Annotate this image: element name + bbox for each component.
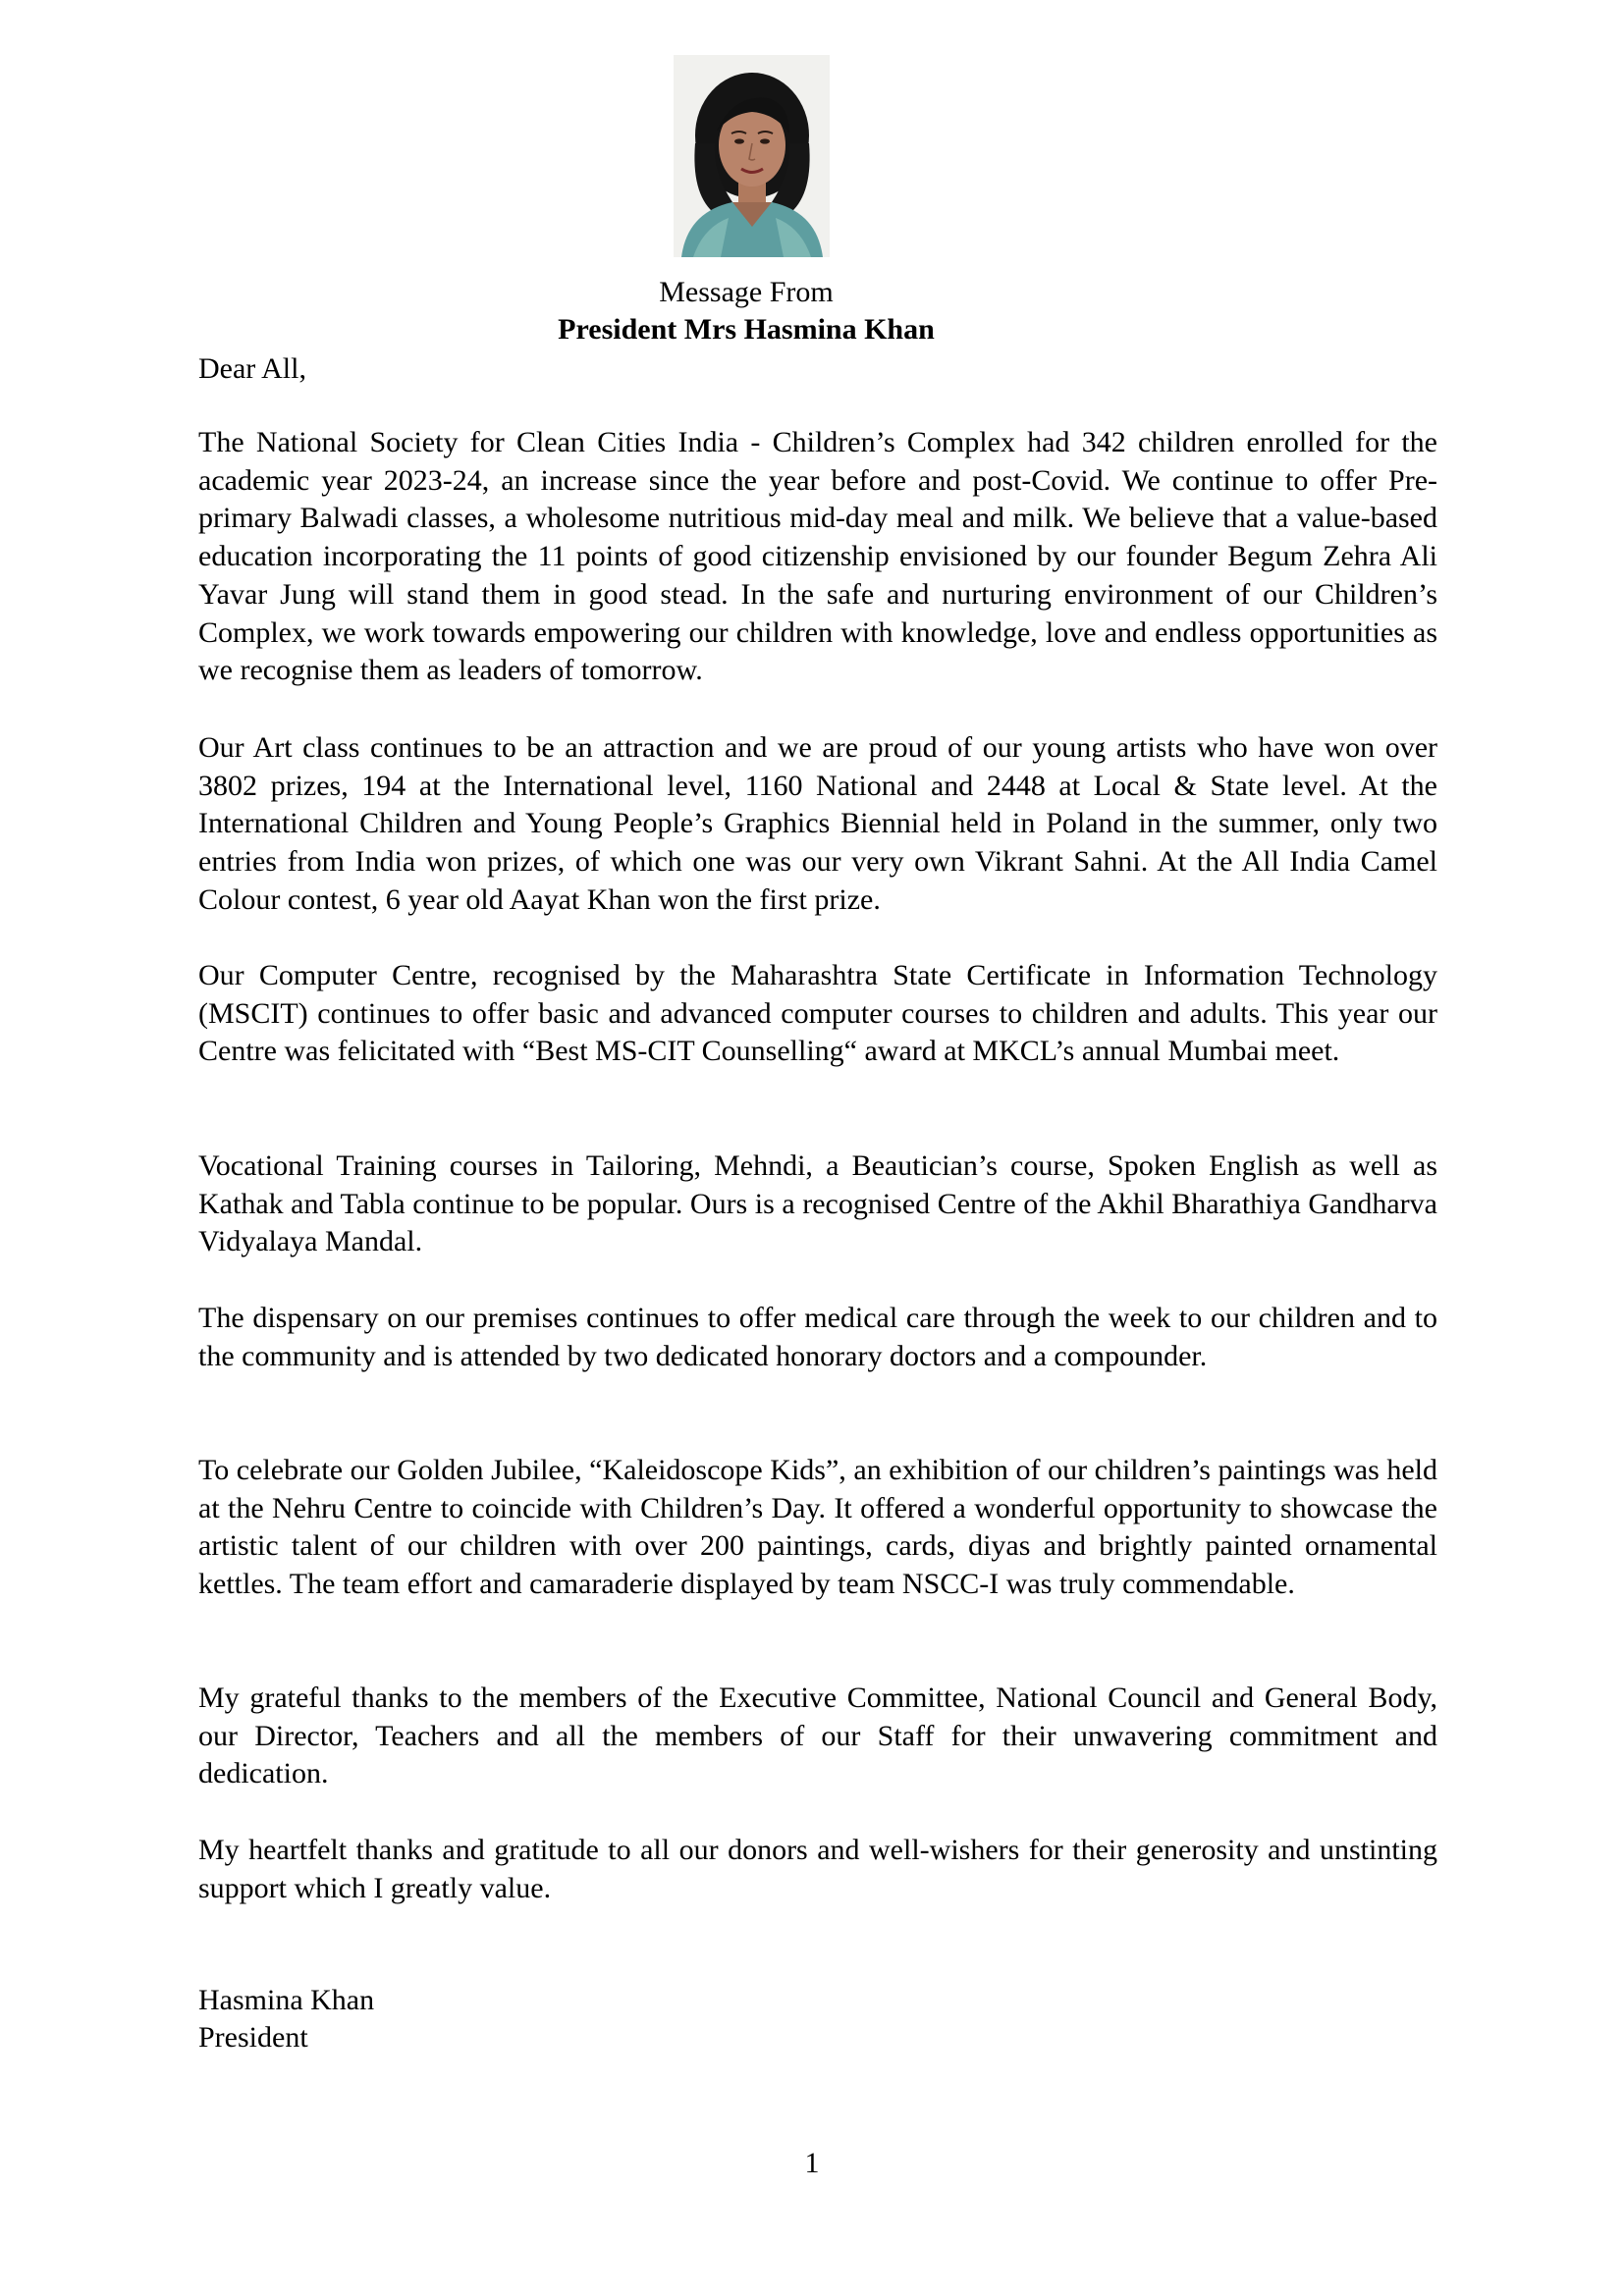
salutation: Dear All, — [198, 352, 306, 385]
paragraph-vocational-training: Vocational Training courses in Tailoring, Mehndi, a Beautician’s course, Spoken English as well as Kathak and Tabla continue to be popular. Ours is a recognised Centre of the Akhil Bharathiya Gandharva Vidyalaya Mandal. — [198, 1149, 1437, 1258]
paragraph-enrollment: The National Society for Clean Cities India - Children’s Complex had 342 children enrolled for the academic year 2023-24, an increase since the year before and post-Covid. We continue to offer Pre-primary Balwadi classes, a wholesome nutritious mid-day meal and milk. We believe that a value-based education incorporating the 11 points of good citizenship envisioned by our founder Begum Zehra Ali Yavar Jung will stand them in good stead. In the safe and nurturing environment of our Children’s Complex, we work towards empowering our children with knowledge, love and endless opportunities as we recognise them as leaders of tomorrow. — [198, 426, 1437, 687]
president-portrait-photo — [674, 55, 830, 257]
paragraph-thanks-donors: My heartfelt thanks and gratitude to all our donors and well-wishers for their generosity and unstinting support which I greatly value. — [198, 1834, 1437, 1904]
paragraph-thanks-committee: My grateful thanks to the members of the Executive Committee, National Council and General Body, our Director, Teachers and all the members of our Staff for their unwavering commitment and dedication. — [198, 1682, 1437, 1790]
page-number: 1 — [804, 2147, 820, 2179]
paragraph-golden-jubilee: To celebrate our Golden Jubilee, “Kaleidoscope Kids”, an exhibition of our children’s paintings was held at the Nehru Centre to coincide with Children’s Day. It offered a wonderful opportunity to showcase the artistic talent of our children with over 200 paintings, cards, diyas and brightly painted ornamental kettles. The team effort and camaraderie displayed by team NSCC-I was truly commendable. — [198, 1454, 1437, 1601]
paragraph-dispensary: The dispensary on our premises continues to offer medical care through the week to our children and to the community and is attended by two dedicated honorary doctors and a compounder. — [198, 1302, 1437, 1372]
paragraph-art-class: Our Art class continues to be an attraction and we are proud of our young artists who have won over 3802 prizes, 194 at the International level, 1160 National and 2448 at Local & State level. At the International Children and Young People’s Graphics Biennial held in Poland in the summer, only two entries from India won prizes, of which one was our very own Vikrant Sahni. At the All India Camel Colour contest, 6 year old Aayat Khan won the first prize. — [198, 731, 1437, 916]
signature-title: President — [198, 2021, 308, 2054]
signature-name: Hasmina Khan — [198, 1984, 375, 2016]
paragraph-computer-centre: Our Computer Centre, recognised by the Maharashtra State Certificate in Information Technology (MSCIT) continues to offer basic and advanced computer courses to children and adults. This year our Centre was felicitated with “Best MS-CIT Counselling“ award at MKCL’s annual Mumbai meet. — [198, 959, 1437, 1068]
message-from-heading: Message From — [659, 276, 834, 308]
president-name-heading: President Mrs Hasmina Khan — [558, 313, 935, 346]
